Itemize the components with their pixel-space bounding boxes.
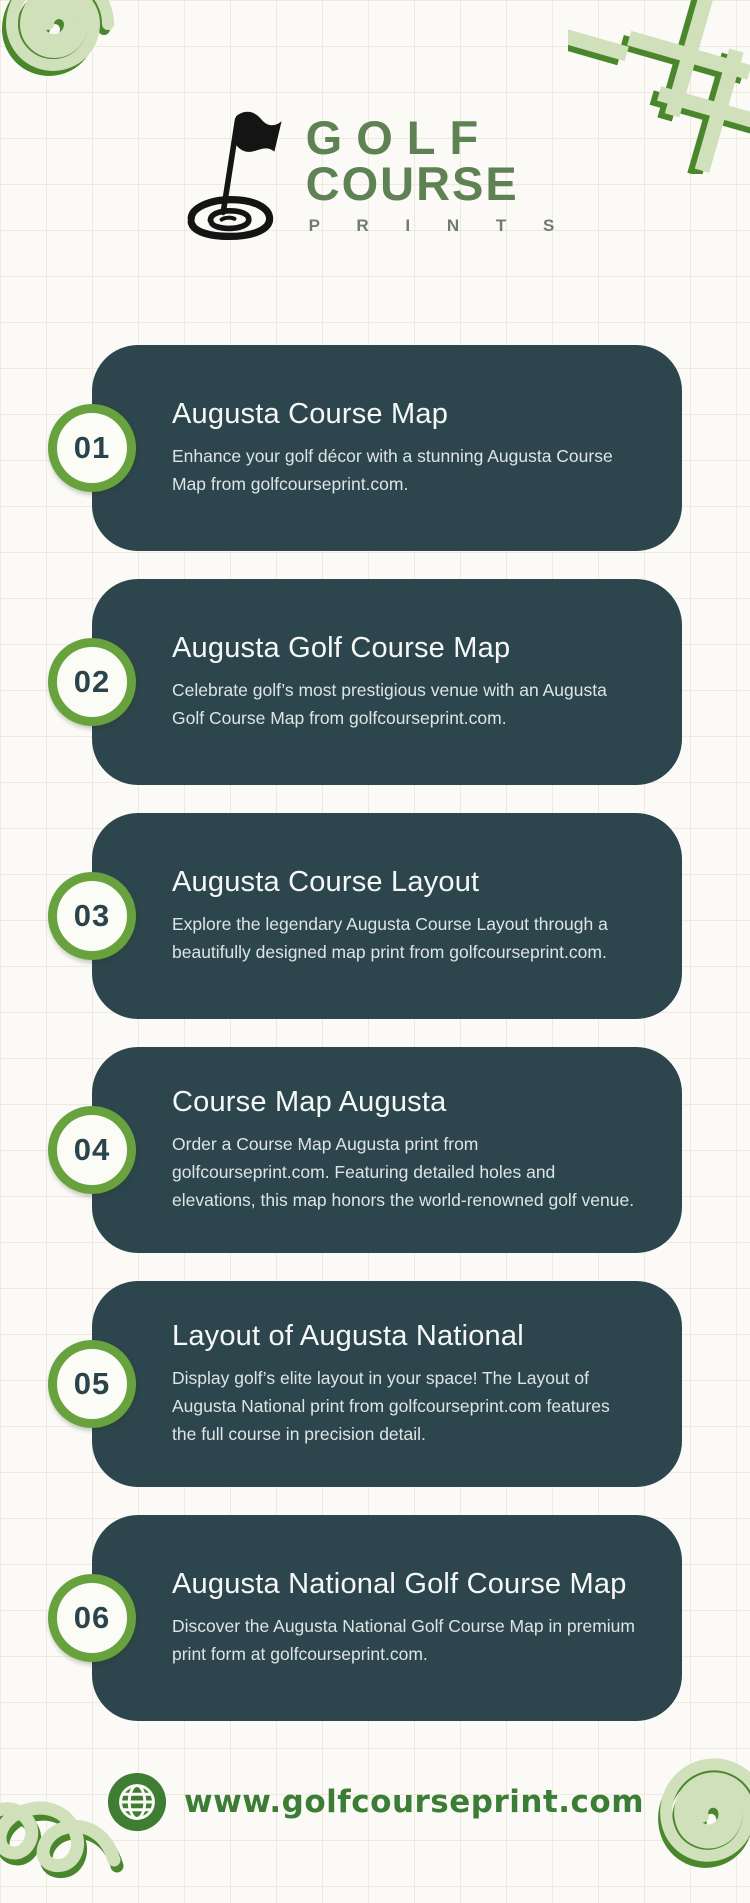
card-title: Augusta National Golf Course Map — [172, 1568, 627, 1600]
number-badge: 02 — [48, 638, 136, 726]
card-augusta-course-layout — [73, 813, 682, 1019]
number-badge: 01 — [48, 404, 136, 492]
number-badge: 03 — [48, 872, 136, 960]
card-course-map-augusta — [73, 1047, 682, 1253]
logo-word-course: COURSE — [305, 157, 519, 210]
card-augusta-national-golf-course-map — [73, 1515, 682, 1721]
card-description: Order a Course Map Augusta print from golfcourseprint.com. Featuring detailed holes and elevations, this map honors the world-renowned golf venue. — [172, 1134, 635, 1210]
globe-icon — [106, 1771, 168, 1833]
card-title: Course Map Augusta — [172, 1086, 447, 1118]
card-augusta-golf-course-map — [73, 579, 682, 785]
card-list — [73, 345, 682, 1721]
card-description: Display golf’s elite layout in your space! The Layout of Augusta National print from golfcourseprint.com features the full course in precision detail. — [172, 1368, 610, 1444]
golf-flag-icon — [180, 110, 284, 242]
card-title: Augusta Course Layout — [172, 866, 480, 898]
card-description: Enhance your golf décor with a stunning Augusta Course Map from golfcourseprint.com. — [172, 446, 613, 494]
card-description: Discover the Augusta National Golf Course Map in premium print form at golfcourseprint.com. — [172, 1616, 635, 1664]
logo — [0, 0, 750, 345]
number-badge: 06 — [48, 1574, 136, 1662]
number-badge: 04 — [48, 1106, 136, 1194]
logo-word-prints: P R I N T S — [308, 216, 571, 236]
card-title: Augusta Golf Course Map — [172, 632, 511, 664]
card-description: Explore the legendary Augusta Course Layout through a beautifully designed map print from golfcourseprint.com. — [172, 914, 608, 962]
number-badge: 05 — [48, 1340, 136, 1428]
card-title: Augusta Course Map — [172, 398, 449, 430]
card-description: Celebrate golf’s most prestigious venue with an Augusta Golf Course Map from golfcourseprint.com. — [172, 680, 607, 728]
logo-word-golf: GOLF — [305, 110, 493, 164]
card-augusta-course-map — [73, 345, 682, 551]
website-url[interactable]: www.golfcourseprint.com — [183, 1784, 645, 1820]
card-layout-of-augusta-national — [73, 1281, 682, 1487]
footer — [0, 1771, 750, 1833]
card-title: Layout of Augusta National — [172, 1320, 524, 1352]
